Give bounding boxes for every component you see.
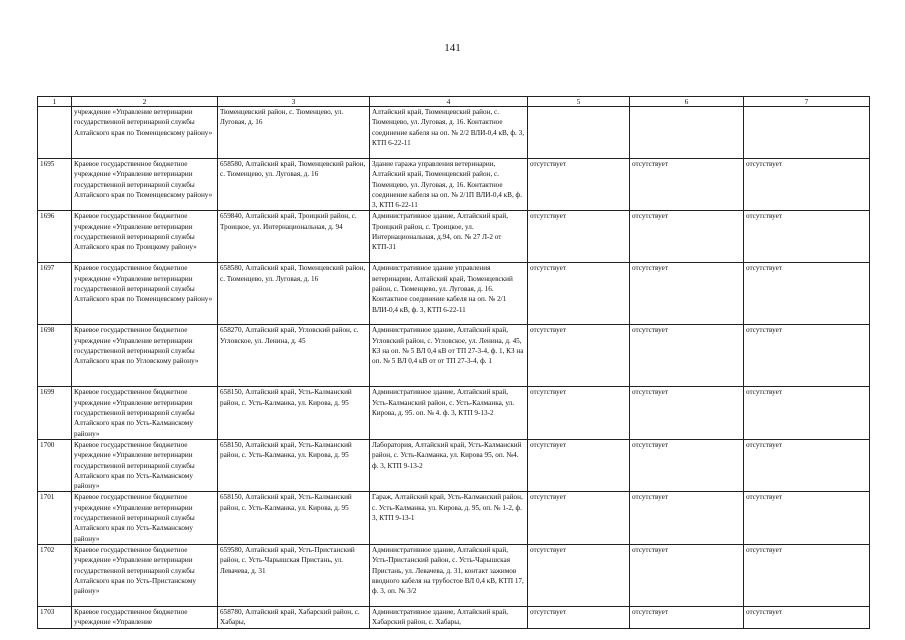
object-cell: Административное здание, Алтайский край, Троицкий район, с. Троицкое, ул. Интернациональная, д.94, оп. № 27 Л-2 от КТП-31 (370, 211, 528, 263)
table-row (38, 387, 870, 439)
table-row (38, 263, 870, 325)
address-cell: 658150, Алтайский край, Усть-Калманский район, с. Усть-Калманка, ул. Кирова, д. 95 (218, 387, 370, 439)
row-number: 1697 (38, 263, 72, 325)
address-cell: 658580, Алтайский край, Тюменцевский район, с. Тюменцево, ул. Луговая, д. 16 (218, 159, 370, 211)
object-cell: Административное здание, Алтайский край, Угловский район, с. Угловское, ул. Ленина, д. 45, КЗ на оп. № 5 ВЛ 0,4 кВ от ТП 27-3-4, ф. 1, КЗ на оп. № 5 ВЛ 0,4 кВ от от ТП 27-3-4, ф. 1 (370, 325, 528, 387)
row-number: 1703 (38, 606, 72, 628)
column-7-cell: отсутствует (744, 492, 870, 544)
column-header: 3 (218, 97, 370, 107)
address-cell: 659580, Алтайский край, Усть-Пристанский район, с. Усть-Чарышская Пристань, ул. Левачева, д. 31 (218, 544, 370, 606)
organization-cell: Краевое государственное бюджетное учреждение «Управление ветеринарии государственной ветеринарной службы Алтайского края по Тюменцевскому району» (72, 159, 218, 211)
column-5-cell: отсутствует (528, 325, 630, 387)
column-7-cell: отсутствует (744, 211, 870, 263)
column-6-cell: отсутствует (630, 325, 744, 387)
table-row (38, 544, 870, 606)
header-row (38, 97, 870, 107)
address-cell: Тюменцевский район, с. Тюменцево, ул. Луговая, д. 16 (218, 107, 370, 159)
row-number (38, 107, 72, 159)
object-cell: Алтайский край, Тюменцевский район, с. Тюменцево, ул. Луговая, д. 16. Контактное соединение кабеля на оп. № 2/2 ВЛИ-0,4 кВ, ф. 3, КТП 6-22-11 (370, 107, 528, 159)
row-number: 1701 (38, 492, 72, 544)
column-5-cell: отсутствует (528, 544, 630, 606)
organization-cell: Краевое государственное бюджетное учреждение «Управление ветеринарии государственной ветеринарной службы Алтайского края по Усть-Пристанскому району» (72, 544, 218, 606)
column-6-cell: отсутствует (630, 544, 744, 606)
column-5-cell: отсутствует (528, 387, 630, 439)
column-6-cell: отсутствует (630, 439, 744, 491)
organization-cell: Краевое государственное бюджетное учреждение «Управление ветеринарии государственной ветеринарной службы Алтайского края по Усть-Калманскому району» (72, 387, 218, 439)
object-cell: Гараж, Алтайский край, Усть-Калманский район, с. Усть-Калманка, ул. Кирова, д. 95, оп. № 1-2, ф. 3, КТП 9-13-1 (370, 492, 528, 544)
address-cell: 658270, Алтайский край, Угловский район, с. Угловское, ул. Ленина, д. 45 (218, 325, 370, 387)
column-header: 7 (744, 97, 870, 107)
column-5-cell: отсутствует (528, 211, 630, 263)
column-7-cell (744, 107, 870, 159)
column-5-cell (528, 107, 630, 159)
object-cell: Административное здание, Алтайский край, Усть-Калманский район, с. Усть-Калманка, ул. Кирова, д. 95. оп. № 4. ф. 3, КТП 9-13-2 (370, 387, 528, 439)
address-cell: 659840, Алтайский край, Троицкий район, с. Троицкое, ул. Интернациональная, д. 94 (218, 211, 370, 263)
row-number: 1696 (38, 211, 72, 263)
column-6-cell: отсутствует (630, 211, 744, 263)
table-row (38, 325, 870, 387)
organization-cell: учреждение «Управление ветеринарии государственной ветеринарной службы Алтайского края по Тюменцевскому району» (72, 107, 218, 159)
address-cell: 658780, Алтайский край, Хабарский район, с. Хабары, (218, 606, 370, 628)
table-row (38, 159, 870, 211)
column-5-cell: отсутствует (528, 439, 630, 491)
column-7-cell: отсутствует (744, 439, 870, 491)
column-5-cell: отсутствует (528, 606, 630, 628)
object-cell: Административное здание, Алтайский край, Усть-Пристанский район, с. Усть-Чарышская Пристань, ул. Левачева, д. 31, контакт зажимов вводного кабеля на трубостое ВЛ 0,4 кВ, КТП 17, ф. 3, оп. № 3/2 (370, 544, 528, 606)
column-7-cell: отсутствует (744, 387, 870, 439)
row-number: 1695 (38, 159, 72, 211)
page-number: 141 (444, 42, 461, 54)
column-7-cell: отсутствует (744, 325, 870, 387)
organization-cell: Краевое государственное бюджетное учреждение «Управление ветеринарии государственной ветеринарной службы Алтайского края по Троицкому району» (72, 211, 218, 263)
column-header: 4 (370, 97, 528, 107)
column-6-cell: отсутствует (630, 159, 744, 211)
column-6-cell: отсутствует (630, 263, 744, 325)
column-header: 6 (630, 97, 744, 107)
address-cell: 658150, Алтайский край, Усть-Калманский район, с. Усть-Калманка, ул. Кирова, д. 95 (218, 439, 370, 491)
column-6-cell: отсутствует (630, 492, 744, 544)
column-5-cell: отсутствует (528, 159, 630, 211)
row-number: 1700 (38, 439, 72, 491)
column-7-cell: отсутствует (744, 606, 870, 628)
organization-cell: Краевое государственное бюджетное учреждение «Управление ветеринарии государственной ветеринарной службы Алтайского края по Тюменцевскому району» (72, 263, 218, 325)
object-cell: Административное здание, Алтайский край, Хабарский район, с. Хабары, (370, 606, 528, 628)
address-cell: 658150, Алтайский край, Усть-Калманский район, с. Усть-Калманка, ул. Кирова, д. 95 (218, 492, 370, 544)
column-6-cell: отсутствует (630, 387, 744, 439)
organization-cell: Краевое государственное бюджетное учреждение «Управление ветеринарии государственной ветеринарной службы Алтайского края по Усть-Калманскому району» (72, 439, 218, 491)
column-5-cell: отсутствует (528, 263, 630, 325)
table-row (38, 211, 870, 263)
row-number: 1698 (38, 325, 72, 387)
row-number: 1702 (38, 544, 72, 606)
column-6-cell (630, 107, 744, 159)
organization-cell: Краевое государственное бюджетное учреждение «Управление ветеринарии государственной ветеринарной службы Алтайского края по Усть-Калманскому району» (72, 492, 218, 544)
column-7-cell: отсутствует (744, 159, 870, 211)
column-header: 5 (528, 97, 630, 107)
organization-cell: Краевое государственное бюджетное учреждение «Управление ветеринарии государственной ветеринарной службы Алтайского края по Угловскому району» (72, 325, 218, 387)
table-row (38, 606, 870, 628)
table-row (38, 439, 870, 491)
object-cell: Административное здание управления ветеринарии, Алтайский край, Тюменцевский район, с. Тюменцево, ул. Луговая, д. 16. Контактное соединение кабеля на оп. № 2/1 ВЛИ-0,4 кВ, ф. 3, КТП 6-22-11 (370, 263, 528, 325)
column-7-cell: отсутствует (744, 263, 870, 325)
registry-table (37, 96, 870, 629)
column-6-cell: отсутствует (630, 606, 744, 628)
row-number: 1699 (38, 387, 72, 439)
object-cell: Здание гаража управления ветеринарии, Алтайский край, Тюменцевский район, с. Тюменцево, ул. Луговая, д. 16. Контактное соединение кабеля на оп. № 2/1П ВЛИ-0,4 кВ, ф. 3, КТП 6-22-11 (370, 159, 528, 211)
column-header: 2 (72, 97, 218, 107)
table-row (38, 492, 870, 544)
column-7-cell: отсутствует (744, 544, 870, 606)
table-row (38, 107, 870, 159)
column-5-cell: отсутствует (528, 492, 630, 544)
column-header: 1 (38, 97, 72, 107)
address-cell: 658580, Алтайский край, Тюменцевский район, с. Тюменцево, ул. Луговая, д. 16 (218, 263, 370, 325)
object-cell: Лаборатория, Алтайский край, Усть-Калманский район, с. Усть-Калманка, ул. Кирова 95, оп. №4. ф. 3, КТП 9-13-2 (370, 439, 528, 491)
organization-cell: Краевое государственное бюджетное учреждение «Управление (72, 606, 218, 628)
